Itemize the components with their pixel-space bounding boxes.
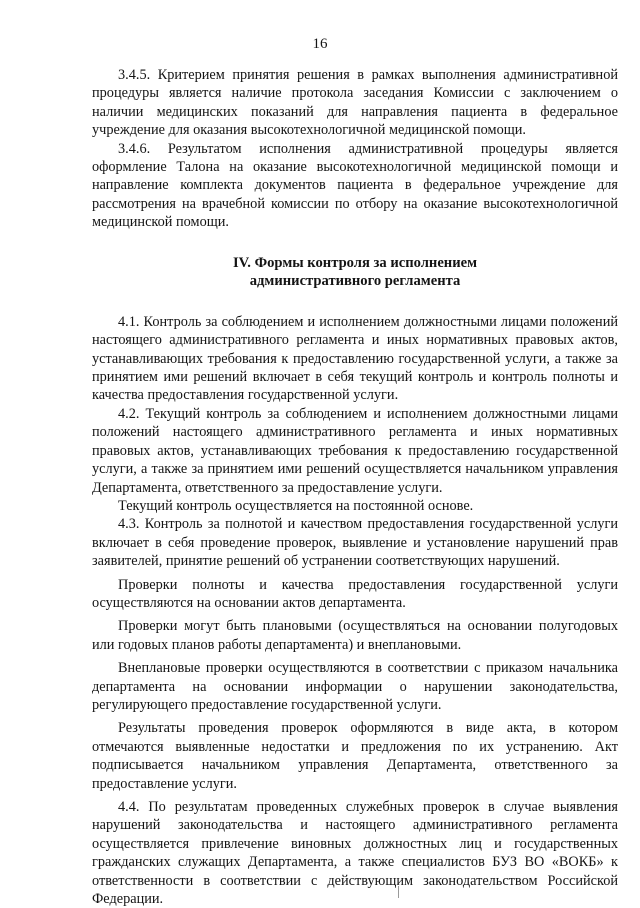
paragraph-4-3: 4.3. Контроль за полнотой и качеством предоставления государственной услуги включает в себя проведение проверок, выявление и установление нарушений прав заявителей, принятие решений об устранении соответствующих нарушений.: [92, 516, 618, 570]
document-body: [92, 66, 618, 908]
paragraph-check-results: Результаты проведения проверок оформляются в виде акта, в котором отмечаются выявленные недостатки и предложения по их устранению. Акт подписывается начальником управления Департамента, ответственного за предоставление услуги.: [92, 720, 618, 792]
paragraph-checks-planned: Проверки могут быть плановыми (осуществляться на основании полугодовых или годовых планов работы департамента) и внеплановыми.: [92, 618, 618, 653]
paragraph-4-4: 4.4. По результатам проведенных служебных проверок в случае выявления нарушений законодательства и настоящего административного регламента осуществляется привлечение виновных должностных лиц и государственных гражданских служащих Департамента, а также специалистов БУЗ ВО «ВОКБ» к ответственности в соответствии с действующим законодательством Российской Федерации.: [92, 799, 618, 908]
paragraph-checks-quality: Проверки полноты и качества предоставления государственной услуги осуществляются на основании актов департамента.: [92, 576, 618, 611]
section-heading-line-1: IV. Формы контроля за исполнением: [232, 254, 478, 271]
paragraph-3-4-5: 3.4.5. Критерием принятия решения в рамках выполнения административной процедуры является наличие протокола заседания Комиссии с заключением о наличии медицинских показаний для направления пациента в федеральное учреждение для оказания высокотехнологичной медицинской помощи.: [92, 67, 618, 139]
paragraph-current-control: Текущий контроль осуществляется на постоянной основе.: [118, 497, 474, 514]
scan-artifact-mark: [398, 886, 401, 898]
paragraph-3-4-6: 3.4.6. Результатом исполнения административной процедуры является оформление Талона на оказание высокотехнологичной медицинской помощи и направление комплекта документов пациента в федеральное учреждение для рассмотрения на врачебной комиссии по отбору на оказание высокотехнологичной медицинской помощи.: [92, 140, 618, 231]
page-number: 16: [312, 36, 328, 52]
section-heading-line-2: административного регламента: [249, 273, 461, 290]
paragraph-4-2: 4.2. Текущий контроль за соблюдением и исполнением должностными лицами положений настоящего административного регламента и иных нормативных правовых актов, устанавливающих требования к предоставлению государственной услуги, а также за принятием ими решений осуществляется начальником управления Департамента, ответственного за предоставление услуги.: [92, 405, 618, 496]
paragraph-4-1: 4.1. Контроль за соблюдением и исполнением должностными лицами положений настоящего административного регламента и иных нормативных правовых актов, устанавливающих требования к предоставлению государственной услуги, а также за принятием ими решений включает в себя текущий контроль и контроль полноты и качества предоставления государственной услуги.: [92, 313, 618, 404]
paragraph-unplanned-checks: Внеплановые проверки осуществляются в соответствии с приказом начальника департамента на основании информации о нарушении законодательства, регулирующего предоставление государственной услуги.: [92, 660, 618, 713]
section-heading: [92, 254, 618, 291]
